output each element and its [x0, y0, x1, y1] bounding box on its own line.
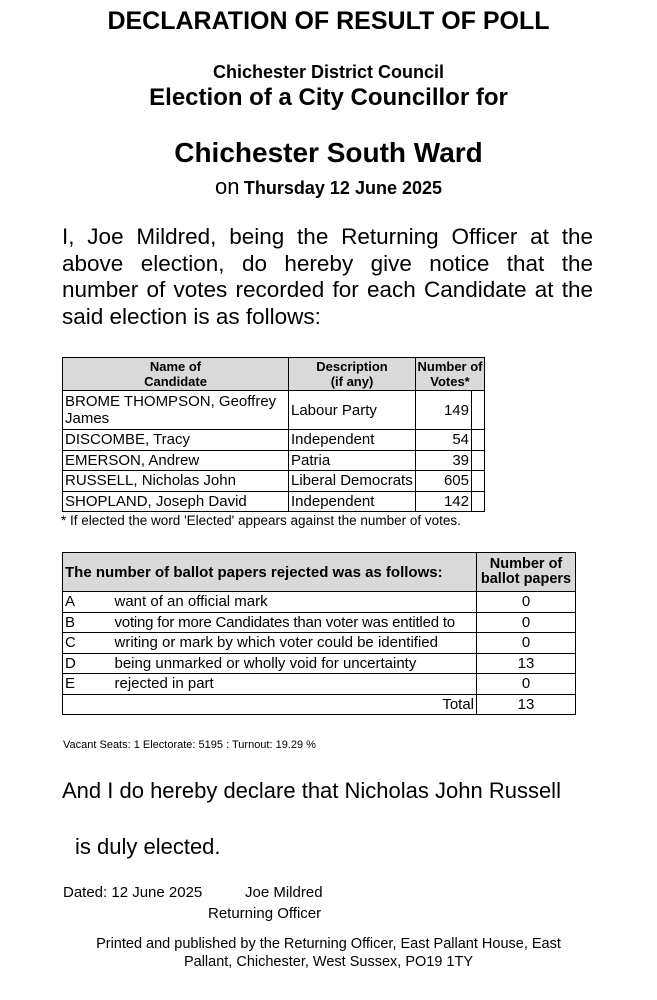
- reason-text: writing or mark by which voter could be identified: [113, 633, 477, 654]
- document-title: DECLARATION OF RESULT OF POLL: [107, 7, 550, 35]
- reason-count: 0: [477, 592, 576, 613]
- poll-date: [0, 174, 657, 200]
- notice-paragraph: I, Joe Mildred, being the Returning Officer at the above election, do hereby give notice that the number of votes recorded for each Candidate at the said election is as follows:: [62, 224, 593, 329]
- candidate-votes: 142: [416, 491, 472, 512]
- reason-text: being unmarked or wholly void for uncertainty: [113, 653, 477, 674]
- candidate-name: BROME THOMPSON, Geoffrey James: [63, 391, 289, 430]
- reason-count: 0: [477, 612, 576, 633]
- reason-count: 0: [477, 633, 576, 654]
- header-votes: Number of Votes*: [417, 359, 483, 389]
- imprint-line-2: Pallant, Chichester, West Sussex, PO19 1TY: [183, 954, 474, 970]
- reason-count: 0: [477, 674, 576, 695]
- reason-text: rejected in part: [113, 674, 477, 695]
- candidate-description: Independent: [289, 491, 416, 512]
- candidate-votes: 39: [416, 450, 472, 471]
- candidate-votes: 605: [416, 471, 472, 492]
- dated: Dated: 12 June 2025: [63, 884, 203, 901]
- elected-cell: [472, 450, 485, 471]
- declaration-text: And I do hereby declare that Nicholas John Russell: [62, 778, 561, 803]
- candidate-description: Liberal Democrats: [289, 471, 416, 492]
- candidate-description: Independent: [289, 430, 416, 451]
- elected-cell: [472, 391, 485, 430]
- candidates-table: [62, 357, 485, 512]
- table-row: [63, 430, 485, 451]
- candidate-description: Labour Party: [289, 391, 416, 430]
- reason-letter: E: [63, 674, 113, 695]
- date-prefix: on: [214, 174, 240, 199]
- candidate-name: EMERSON, Andrew: [63, 450, 289, 471]
- imprint-line-1: Printed and published by the Returning Officer, East Pallant House, East: [96, 936, 561, 952]
- table-row: [63, 612, 576, 633]
- table-row: [63, 653, 576, 674]
- table-row: [63, 450, 485, 471]
- total-row: [63, 694, 576, 715]
- votes-footnote: * If elected the word 'Elected' appears against the number of votes.: [61, 513, 461, 528]
- rejected-ballots-table: [62, 552, 576, 715]
- reason-letter: B: [63, 612, 113, 633]
- reason-text: want of an official mark: [113, 592, 477, 613]
- officer-name: Joe Mildred: [245, 884, 323, 901]
- reason-count: 13: [477, 653, 576, 674]
- table-row: [63, 633, 576, 654]
- date-value: Thursday 12 June 2025: [243, 178, 443, 198]
- total-count: 13: [477, 694, 576, 715]
- total-label: Total: [63, 694, 477, 715]
- reason-letter: A: [63, 592, 113, 613]
- elected-cell: [472, 430, 485, 451]
- elected-cell: [472, 491, 485, 512]
- candidate-description: Patria: [289, 450, 416, 471]
- ward-name: Chichester South Ward: [174, 137, 483, 168]
- reason-letter: C: [63, 633, 113, 654]
- candidate-name: RUSSELL, Nicholas John: [63, 471, 289, 492]
- election-title: Election of a City Councillor for: [149, 84, 508, 111]
- header-name: Name of Candidate: [63, 358, 289, 391]
- table-row: [63, 391, 485, 430]
- candidate-name: SHOPLAND, Joseph David: [63, 491, 289, 512]
- officer-title: Returning Officer: [208, 905, 322, 922]
- council-name: Chichester District Council: [212, 62, 445, 82]
- elected-cell: [472, 471, 485, 492]
- table-row: [63, 491, 485, 512]
- reason-text: voting for more Candidates than voter was entitled to: [113, 612, 477, 633]
- table-row: [63, 592, 576, 613]
- count-header: Number of ballot papers: [477, 553, 576, 592]
- table-row: [63, 471, 485, 492]
- poll-statistics: Vacant Seats: 1 Electorate: 5195 : Turnout: 19.29 %: [63, 739, 316, 751]
- candidate-votes: 54: [416, 430, 472, 451]
- header-description: Description (if any): [289, 358, 416, 391]
- candidate-name: DISCOMBE, Tracy: [63, 430, 289, 451]
- reason-letter: D: [63, 653, 113, 674]
- rejected-header: The number of ballot papers rejected was as follows:: [63, 553, 477, 592]
- candidate-votes: 149: [416, 391, 472, 430]
- table-row: [63, 674, 576, 695]
- elected-text: is duly elected.: [75, 834, 221, 859]
